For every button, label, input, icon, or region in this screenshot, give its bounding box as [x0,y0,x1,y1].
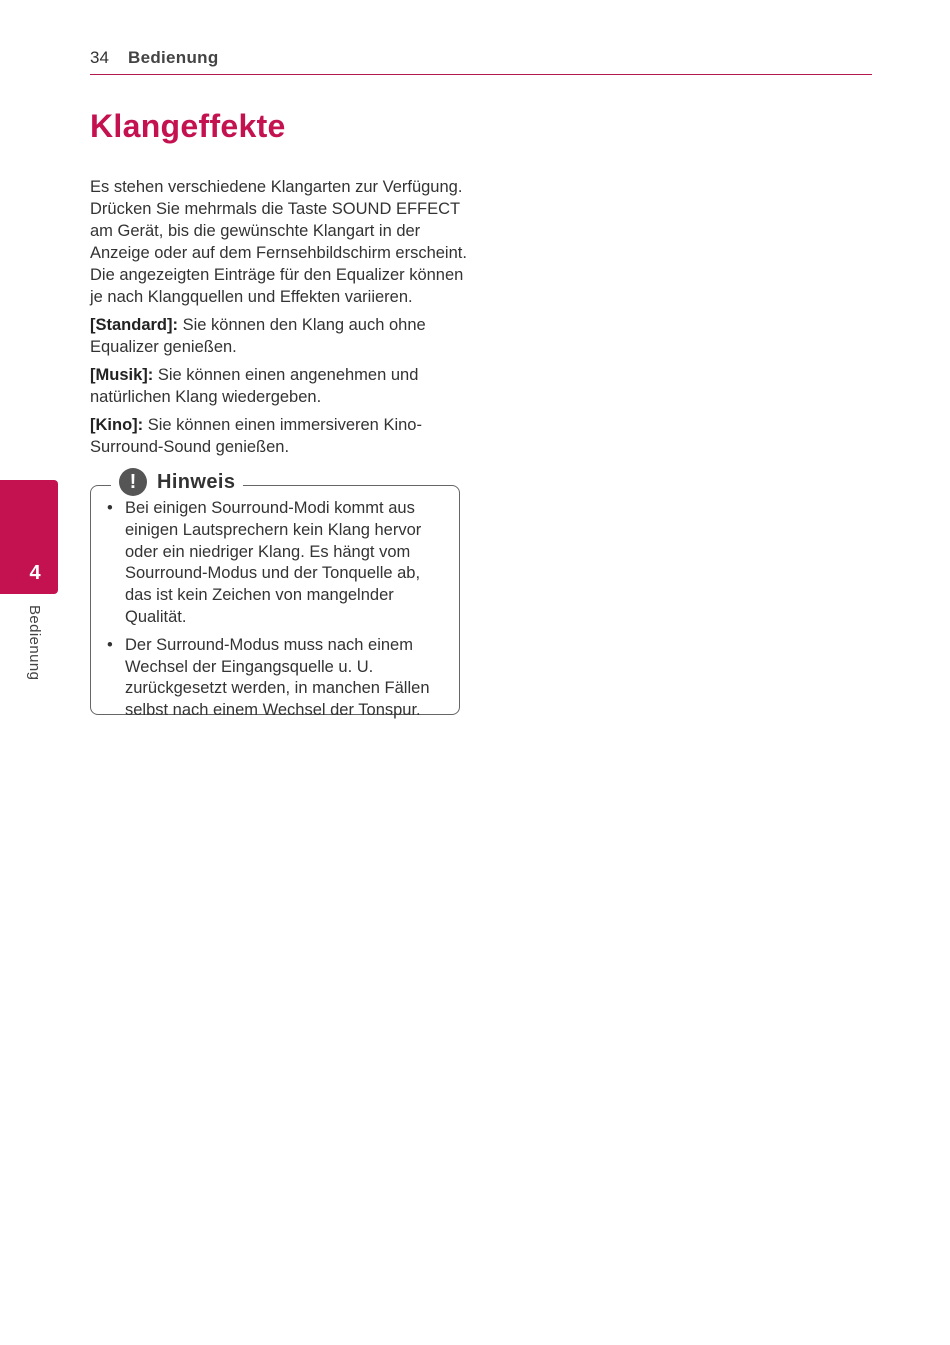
note-title: Hinweis [157,470,236,493]
exclamation-icon: ! [119,468,147,496]
mode-label: [Kino]: [90,416,144,434]
note-header [111,467,243,497]
mode-description: Sie können den Klang auch ohne Equalizer genießen. [90,316,426,356]
note-item [105,498,445,629]
mode-standard [90,314,470,358]
header-section-title: Bedienung [128,48,219,67]
bullet-icon: • [107,499,113,517]
mode-label: [Standard]: [90,316,178,334]
body-text [90,176,470,464]
page-number: 34 [90,48,109,67]
chapter-tab [0,480,58,594]
mode-label: [Musik]: [90,366,154,384]
page-header [90,46,872,75]
note-item-text: Bei einigen Sourround-Modi kommt aus einigen Lautsprechern kein Klang hervor oder ein niedriger Klang. Es hängt vom Sourround-Modus und der Tonquelle ab, das ist kein Zeichen von mangelnder Qualität. [125,499,422,626]
page-title: Klangeffekte [90,108,286,144]
note-list [105,498,445,728]
mode-musik [90,364,470,408]
intro-paragraph: Es stehen verschiedene Klangarten zur Verfügung. Drücken Sie mehrmals die Taste SOUND EFFECT am Gerät, bis die gewünschte Klangart in der Anzeige oder auf dem Fernsehbildschirm erscheint. Die angezeigten Einträge für den Equalizer können je nach Klangquellen und Effekten variieren. [90,178,467,306]
note-item-text: Der Surround-Modus muss nach einem Wechsel der Eingangsquelle u. U. zurückgesetzt werden, in manchen Fällen selbst nach einem Wechsel der Tonspur. [125,635,430,720]
bullet-icon: • [107,635,113,654]
note-item [105,635,445,722]
mode-kino [90,414,470,458]
mode-description: Sie können einen immersiveren Kino-Surround-Sound genießen. [90,416,422,456]
mode-description: Sie können einen angenehmen und natürlichen Klang wiedergeben. [90,366,419,406]
note-box [90,470,460,720]
chapter-number: 4 [29,562,41,584]
chapter-label: Bedienung [26,605,43,681]
